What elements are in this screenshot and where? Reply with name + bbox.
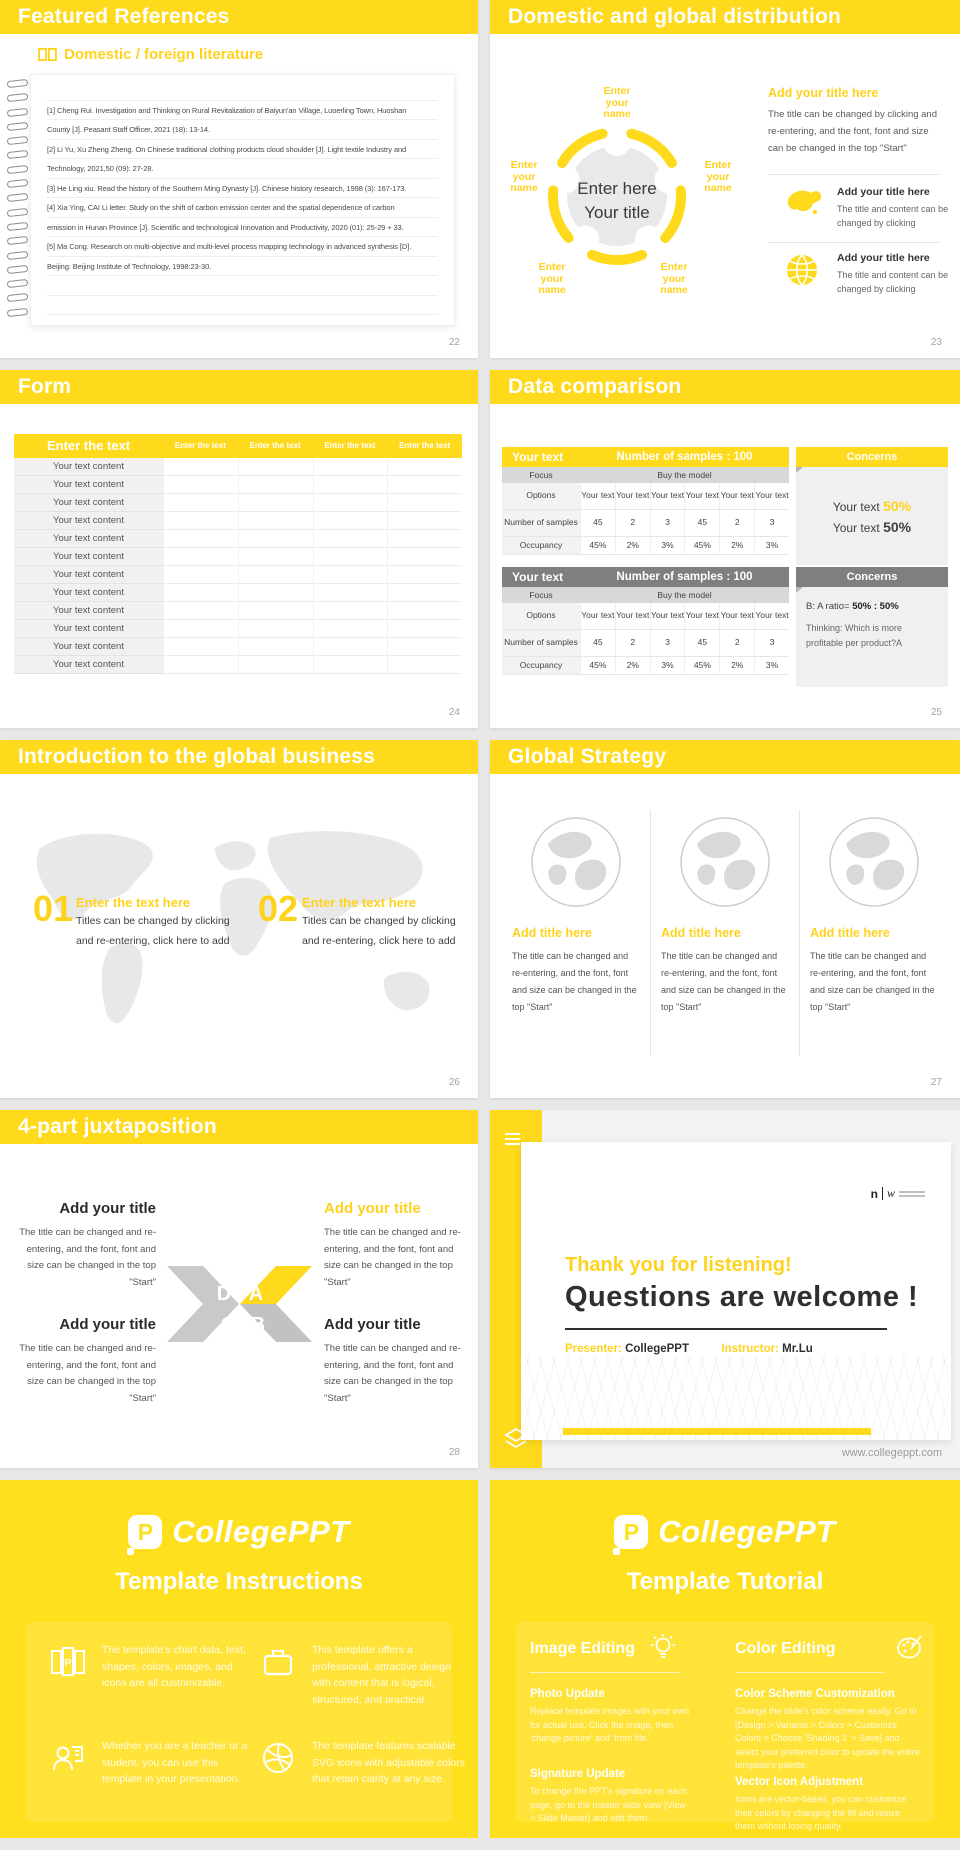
thank-you-card [521, 1142, 951, 1440]
photo-update-title: Photo Update [530, 1688, 605, 1700]
page-number: 25 [930, 707, 942, 718]
column-header: Enter the text [324, 441, 376, 450]
globe-icon [677, 814, 773, 910]
china-map-icon [782, 186, 824, 218]
table-row [14, 458, 462, 476]
table-row [14, 512, 462, 530]
teacher-icon [48, 1738, 88, 1778]
table-row [14, 566, 462, 584]
box-title: Template Tutorial [626, 1568, 824, 1595]
slide-global-business[interactable] [0, 740, 478, 1098]
references-box [30, 74, 455, 326]
form-table [14, 434, 462, 674]
table-row [14, 494, 462, 512]
bulb-icon [648, 1632, 678, 1662]
globe-icon [528, 814, 624, 910]
slide-thank-you[interactable] [490, 1110, 960, 1468]
row-label-cell: Your text content [14, 656, 163, 674]
node-label-right: Enter your name [704, 159, 732, 194]
page-number: 26 [448, 1077, 460, 1088]
form-table-header [14, 434, 462, 458]
reference-line: Technology, 2021,50 (09): 27-28. [47, 159, 438, 179]
page-number: 22 [448, 337, 460, 348]
thanks-subtitle: Thank you for listening! [565, 1254, 792, 1276]
table-title: Your text [512, 450, 564, 464]
slide-title-bar: Introduction to the global business [0, 740, 478, 774]
briefcase-icon [258, 1642, 298, 1682]
underline [565, 1328, 887, 1330]
item-number-01: 01 [33, 888, 74, 929]
logo-p-mark: P [614, 1515, 648, 1549]
row-label-cell: Your text content [14, 512, 163, 530]
letter-c: C [220, 1314, 236, 1336]
collegeppt-logo [490, 1514, 960, 1550]
page-number: 24 [448, 707, 460, 718]
slide-featured-references[interactable] [0, 0, 478, 358]
page-number: 23 [930, 337, 942, 348]
collegeppt-logo [0, 1514, 478, 1550]
row-label-cell: Your text content [14, 476, 163, 494]
brand-name: CollegePPT [658, 1514, 836, 1549]
slide-form[interactable] [0, 370, 478, 728]
diagram-center-line1: Enter here [577, 179, 657, 198]
row-label-cell: Your text content [14, 620, 163, 638]
vector-icon-title: Vector Icon Adjustment [735, 1776, 864, 1788]
table-row [14, 530, 462, 548]
item-body-global: The title and content can be changed by clicking [837, 270, 949, 294]
reference-line: [1] Cheng Rui. Investigation and Thinking on Rural Revitalization of Baiyun'an Village, Luoerling Town, Huoshan [47, 101, 438, 121]
letter-a: A [248, 1283, 264, 1305]
concerns-panel-1 [796, 447, 948, 565]
divider [530, 1672, 680, 1673]
table-samples: Number of samples : 100 [616, 451, 753, 463]
divider [768, 242, 940, 243]
image-editing-title: Image Editing [530, 1640, 635, 1657]
right-column-title: Add your title here [768, 86, 879, 100]
item-body-02: Titles can be changed by clicking and re-entering, click here to add [302, 915, 456, 947]
item-body-01: Titles can be changed by clicking and re-entering, click here to add [76, 915, 230, 947]
row-label-cell: Your text content [14, 638, 163, 656]
brand-name: CollegePPT [172, 1514, 350, 1549]
row-label-cell: Your text content [14, 458, 163, 476]
box-title: Template Instructions [115, 1568, 363, 1595]
color-scheme-body: Change the slide's color scheme easily. Go to [Design > Variants > Colors > Customize Colors > Choose 'Shading 1' > Save] and select your preferred color to update the entire template's palette. [735, 1706, 920, 1770]
node-label-bottom-left: Enter your name [538, 261, 566, 296]
card-body: The title can be changed and re-entering, and the font, font and size can be changed in the top "Start" [810, 951, 935, 1012]
table-row [14, 548, 462, 566]
slide-title-bar: Data comparison [490, 370, 960, 404]
concerns-panel-2 [796, 567, 948, 687]
item-title-01: Enter the text here [76, 895, 191, 910]
slide-title-bar: 4-part juxtaposition [0, 1110, 478, 1144]
signature-update-body: To change the PPT's signature on each page, go to the master slide view [View > Slide Master] and edit them. [530, 1786, 687, 1823]
reference-line: emission in Hunan Province [J]. Scientific and technological Innovation and Productivity, 2020 (01): 25-29 + 33. [47, 218, 438, 238]
node-label-top: Enter your name [603, 85, 631, 120]
panel-header: Concerns [796, 447, 948, 467]
strategy-card [799, 810, 948, 1056]
template-tutorial-box [490, 1480, 960, 1838]
page-number: 27 [930, 1077, 942, 1088]
reference-line: [4] Xia Ying, CAI Li letter. Study on the shift of carbon emission center and the spatial dependence of carbon [47, 198, 438, 218]
row-label-cell: Your text content [14, 584, 163, 602]
column-header: Enter the text [249, 441, 301, 450]
globe-icon [826, 814, 922, 910]
palette-icon [895, 1632, 925, 1662]
logo-text-lines [899, 1189, 925, 1199]
feature-item: The template features scalable SVG icons with adjustable colors that retain clarity at any size. [258, 1738, 470, 1788]
block-bottom-left: Add your title The title can be changed and re-entering, and the font, font and size can be changed in the top "Start" [19, 1316, 156, 1404]
template-instructions-box [0, 1480, 478, 1838]
open-book-icon [38, 47, 57, 62]
panel-line-1: Your text 50% [832, 497, 912, 514]
card-body: The title can be changed and re-entering, and the font, font and size can be changed in the top "Start" [661, 951, 786, 1012]
color-scheme-title: Color Scheme Customization [735, 1688, 895, 1700]
photo-update-body: Replace template images with your own for actual use. Click the image, then 'change picture' and 'from file.' [530, 1706, 690, 1743]
table-title: Your text [512, 570, 564, 584]
slide-title-bar: Form [0, 370, 478, 404]
letter-d: D [216, 1283, 232, 1305]
vector-icon-body: Icons are vector-based, you can customize their colors by changing the fill and resize them without losing quality. [735, 1794, 907, 1831]
color-editing-title: Color Editing [735, 1640, 836, 1657]
letter-b: B [250, 1314, 266, 1336]
item-title-global: Add your title here [837, 252, 930, 264]
item-title-domestic: Add your title here [837, 186, 930, 198]
table-row [14, 620, 462, 638]
brochure-icon [48, 1642, 88, 1682]
divider [768, 174, 940, 175]
table-row [14, 476, 462, 494]
panel-line-2: Your text 50% [832, 518, 912, 535]
yellow-strip [563, 1428, 871, 1435]
table-samples: Number of samples : 100 [616, 571, 753, 583]
strategy-card [650, 810, 799, 1056]
table-row [14, 602, 462, 620]
card-title: Add title here [661, 926, 741, 940]
table-row [14, 656, 462, 674]
reference-line: County [J]. Peasant Staff Officer, 2021 (18): 13-14. [47, 120, 438, 140]
feature-item: This template offers a professional, attractive design with content that is logical, structured, and practical. [258, 1642, 470, 1708]
buy-label: Buy the model [657, 470, 712, 480]
row-label-cell: Your text content [14, 494, 163, 512]
slide-title-bar: Global Strategy [490, 740, 960, 774]
page-number: 28 [448, 1447, 460, 1458]
focus-label: Focus [529, 470, 553, 480]
item-body-domestic: The title and content can be changed by clicking [837, 204, 949, 228]
table-row [14, 584, 462, 602]
feature-item: Whether you are a teacher or a student, you can use this template in your presentation. [48, 1738, 260, 1788]
credits: Presenter: CollegePPT Instructor: Mr.Lu [565, 1343, 813, 1355]
thinking-line: Thinking: Which is more profitable per product?A [806, 623, 903, 648]
section-title: Domestic / foreign literature [64, 46, 264, 63]
dribbble-icon [258, 1738, 298, 1778]
block-top-left: Add your title The title can be changed and re-entering, and the font, font and size can be changed in the top "Start" [19, 1200, 156, 1288]
panel-header: Concerns [796, 567, 948, 587]
thanks-title: Questions are welcome ! [565, 1281, 919, 1313]
spiral-binding [7, 80, 28, 316]
block-bottom-right: Add your title The title can be changed and re-entering, and the font, font and size can be changed in the top "Start" [324, 1316, 461, 1404]
node-label-left: Enter your name [510, 159, 538, 194]
reference-line: [3] He Ling xiu. Read the history of the Southern Ming Dynasty [J]. Chinese history research, 1998 (3): 167-173. [47, 179, 438, 199]
reference-line: [5] Ma Cong. Research on multi-objective and multi-level process mapping technology in advanced synthesis [D]. [47, 237, 438, 257]
slide-title-bar: Domestic and global distribution [490, 0, 960, 34]
reference-line: [2] Li Yu, Xu Zheng Zheng. On Chinese traditional clothing products cloud shoulder [J]. Light textile Industry and [47, 140, 438, 160]
reference-line: Beijing: Beijing Institute of Technology, 1998:23-30. [47, 257, 438, 277]
divider [735, 1672, 885, 1673]
card-title: Add title here [512, 926, 592, 940]
website-url[interactable]: www.collegeppt.com [841, 1447, 942, 1459]
slide-distribution[interactable] [490, 0, 960, 358]
svg-text:P: P [64, 1658, 72, 1669]
comparison-table-1: Your text Number of samples : 100 Focus Buy the model Options Your text Your text Your text Your text Your text Your text Number of samples 45 2 3 45 2 3 Occupancy 45% 2% 3% 45% 2% 3% [502, 447, 789, 555]
row-label-cell: Your text content [14, 530, 163, 548]
ratio-line: B: A ratio= 50% : 50% [806, 601, 899, 612]
slide-juxtaposition[interactable] [0, 1110, 478, 1468]
column-header: Enter the text [174, 441, 226, 450]
x-ribbon-diagram [166, 1255, 312, 1355]
feature-item: P The template's chart data, text, shapes, colors, images, and icons are all customizable. [48, 1642, 260, 1692]
card-body: The title can be changed and re-entering, and the font, font and size can be changed in the top "Start" [512, 951, 637, 1012]
column-header: Enter the text [399, 441, 451, 450]
logo-p-mark: P [128, 1515, 162, 1549]
reference-line [47, 276, 438, 296]
comparison-table-2: Your text Number of samples : 100 Focus Buy the model Options Your text Your text Your text Your text Your text Your text Number of samples 45 2 3 45 2 3 Occupancy 45% 2% 3% 45% 2% 3% [502, 567, 789, 675]
row-label-cell: Your text content [14, 548, 163, 566]
item-number-02: 02 [258, 888, 299, 929]
hamburger-icon[interactable] [505, 1130, 520, 1148]
diagram-center-line2: Your title [584, 203, 650, 222]
globe-icon [784, 252, 820, 288]
item-title-02: Enter the text here [302, 895, 417, 910]
row-label-cell: Your text content [14, 602, 163, 620]
reference-line [47, 81, 438, 101]
column-header: Enter the text [46, 438, 131, 453]
slide-data-comparison[interactable] [490, 370, 960, 728]
node-label-bottom-right: Enter your name [660, 261, 688, 296]
strategy-columns [502, 810, 948, 1056]
university-logo: n w [871, 1186, 925, 1201]
slide-global-strategy[interactable] [490, 740, 960, 1098]
signature-update-title: Signature Update [530, 1768, 626, 1780]
section-title-row [38, 46, 263, 63]
right-column-body: The title can be changed by clicking and re-entering, and the font, font and size can be changed in the top "Start" [768, 109, 937, 154]
strategy-card [502, 810, 650, 1056]
reference-line [47, 296, 438, 316]
slide-title-bar: Featured References [0, 0, 478, 34]
table-row [14, 638, 462, 656]
card-title: Add title here [810, 926, 890, 940]
row-label-cell: Your text content [14, 566, 163, 584]
block-top-right: Add your title The title can be changed and re-entering, and the font, font and size can be changed in the top "Start" [324, 1200, 461, 1288]
